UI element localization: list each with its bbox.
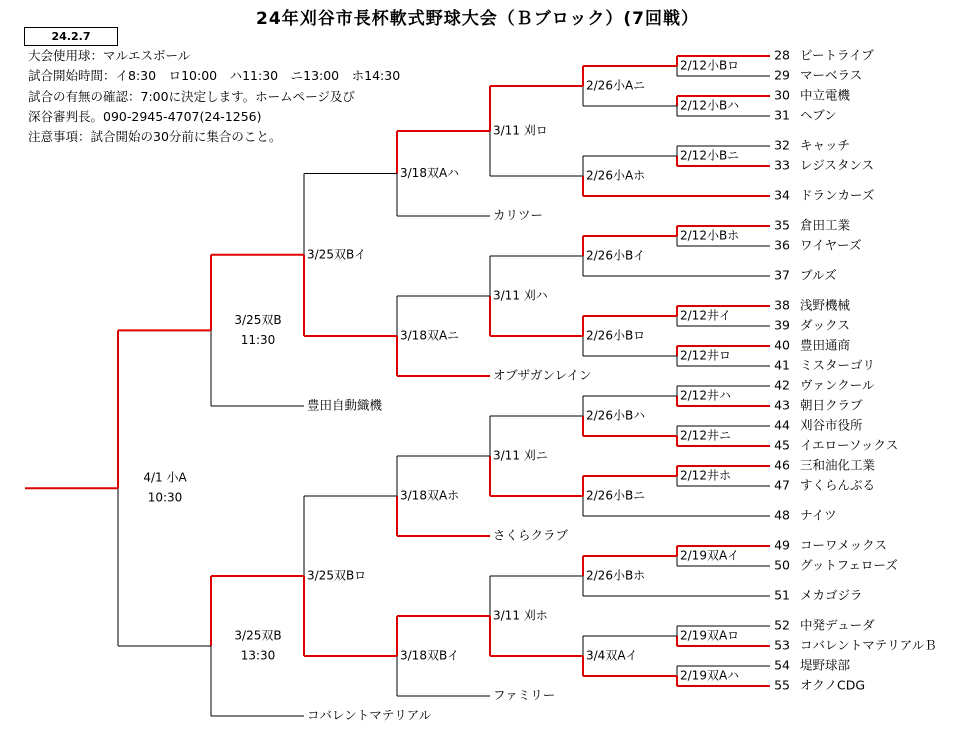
team-name: 朝日クラブ <box>800 397 863 413</box>
team-name: コバレントマテリアルＢ <box>800 637 937 653</box>
team-name: 刈谷市役所 <box>800 417 863 433</box>
team-number: 52 <box>774 617 790 633</box>
team-name: ミスターゴリ <box>800 357 876 373</box>
match-label: 4/1 小A <box>143 470 187 485</box>
team-name: グットフェローズ <box>800 557 898 573</box>
team-name: 浅野機械 <box>800 297 851 313</box>
team-number: 48 <box>774 507 790 523</box>
team-name: すくらんぶる <box>800 477 876 493</box>
info-ball: 大会使用球：マルエスボール <box>28 48 191 63</box>
seed-team-name: ファミリー <box>493 687 556 703</box>
team-name: 堤野球部 <box>800 657 851 673</box>
team-number: 51 <box>774 587 790 603</box>
seed-team-name: コバレントマテリアル <box>307 707 432 723</box>
team-name: マーベラス <box>800 67 863 83</box>
match-label: 2/26小Aホ <box>586 168 646 183</box>
match-label: 3/4双Aイ <box>586 648 638 663</box>
match-label: 2/26小Bハ <box>586 408 646 423</box>
team-number: 34 <box>774 187 790 203</box>
match-label: 2/19双Aロ <box>680 628 740 643</box>
match-label: 3/11 刈ロ <box>493 123 548 138</box>
team-name: レジスタンス <box>800 157 874 173</box>
info-confirmation: 試合の有無の確認：7:00に決定します。ホームページ及び <box>28 89 355 104</box>
match-label: 3/18双Bイ <box>400 648 460 663</box>
team-number: 36 <box>774 237 790 253</box>
match-label: 3/18双Aハ <box>400 166 460 180</box>
team-number: 46 <box>774 457 790 473</box>
team-number: 42 <box>774 377 790 393</box>
team-name: 豊田通商 <box>800 337 851 353</box>
team-number: 28 <box>774 47 790 63</box>
team-number: 44 <box>774 417 790 433</box>
info-umpire-contact: 深谷審判長。090-2945-4707(24-1256) <box>28 109 262 124</box>
match-label: 3/25双B <box>234 628 282 643</box>
match-label: 3/11 刈ホ <box>493 608 548 623</box>
team-name: 中発デューダ <box>800 617 875 633</box>
match-label: 2/12井ホ <box>680 468 731 483</box>
match-label: 2/26小Bホ <box>586 568 646 583</box>
date-box: 24.2.7 <box>24 27 118 46</box>
team-number: 38 <box>774 297 790 313</box>
team-number: 37 <box>774 267 790 283</box>
team-name: 三和油化工業 <box>800 457 876 473</box>
team-name: ダックス <box>800 317 850 333</box>
team-name: メカゴジラ <box>800 587 863 603</box>
team-number: 43 <box>774 397 790 413</box>
match-label: 3/11 刈ニ <box>493 448 548 463</box>
match-label: 2/12小Bニ <box>680 148 740 163</box>
team-number: 41 <box>774 357 790 373</box>
seed-team-name: カリツー <box>493 207 544 223</box>
team-name: イエローソックス <box>800 437 899 453</box>
match-label: 3/18双Aニ <box>400 328 460 343</box>
match-label: 3/18双Aホ <box>400 488 460 503</box>
team-number: 47 <box>774 477 790 493</box>
team-name: ヘブン <box>800 107 837 123</box>
team-number: 33 <box>774 157 790 173</box>
match-label: 2/12井ハ <box>680 388 731 403</box>
match-label: 2/19双Aイ <box>680 548 740 563</box>
team-number: 30 <box>774 87 790 103</box>
match-label: 2/26小Aニ <box>586 78 646 93</box>
match-time: 10:30 <box>147 490 183 505</box>
match-label: 2/26小Bロ <box>586 328 646 343</box>
team-number: 32 <box>774 137 790 153</box>
team-name: キャッチ <box>800 137 851 153</box>
team-name: ヴァンクール <box>800 377 875 393</box>
match-label: 3/25双Bロ <box>307 568 367 583</box>
team-number: 50 <box>774 557 790 573</box>
page-title: 24年刈谷市長杯軟式野球大会（Ｂブロック）(7回戦） <box>256 9 699 29</box>
team-number: 54 <box>774 657 790 673</box>
team-number: 29 <box>774 67 790 83</box>
team-number: 45 <box>774 437 790 453</box>
team-number: 40 <box>774 337 790 353</box>
team-name: 倉田工業 <box>800 217 851 233</box>
match-label: 2/12井イ <box>680 308 731 323</box>
seed-team-name: 豊田自動織機 <box>307 397 383 413</box>
match-label: 2/12井ロ <box>680 348 731 363</box>
match-label: 2/26小Bイ <box>586 248 646 263</box>
team-number: 55 <box>774 677 790 693</box>
team-name: ドランカーズ <box>800 187 875 203</box>
info-notes: 注意事項：試合開始の30分前に集合のこと。 <box>28 129 282 144</box>
match-time: 11:30 <box>240 332 276 347</box>
team-name: 中立電機 <box>800 87 851 103</box>
match-label: 2/12小Bホ <box>680 228 740 243</box>
team-name: オクノCDG <box>800 677 866 693</box>
team-number: 39 <box>774 317 790 333</box>
match-label: 2/12井ニ <box>680 428 731 443</box>
match-label: 2/19双Aハ <box>680 668 740 683</box>
team-name: ビートライブ <box>800 47 874 63</box>
team-name: ナイツ <box>800 507 837 523</box>
team-name: コーワメックス <box>800 537 888 553</box>
match-label: 2/26小Bニ <box>586 488 646 503</box>
team-number: 53 <box>774 637 790 653</box>
match-label: 2/12小Bハ <box>680 98 740 113</box>
match-label: 3/25双B <box>234 312 282 327</box>
match-label: 3/11 刈ハ <box>493 288 548 303</box>
team-number: 31 <box>774 107 790 123</box>
info-start-times: 試合開始時間：イ8:30 ロ10:00 ハ11:30 ニ13:00 ホ14:30 <box>28 68 401 83</box>
match-label: 2/12小Bロ <box>680 58 740 73</box>
team-name: ブルズ <box>800 267 837 283</box>
match-label: 3/25双Bイ <box>307 247 367 262</box>
match-time: 13:30 <box>240 648 276 663</box>
seed-team-name: オブザガンレイン <box>493 367 592 383</box>
team-number: 49 <box>774 537 790 553</box>
team-number: 35 <box>774 217 790 233</box>
team-name: ワイヤーズ <box>800 237 862 253</box>
seed-team-name: さくらクラブ <box>493 527 569 543</box>
